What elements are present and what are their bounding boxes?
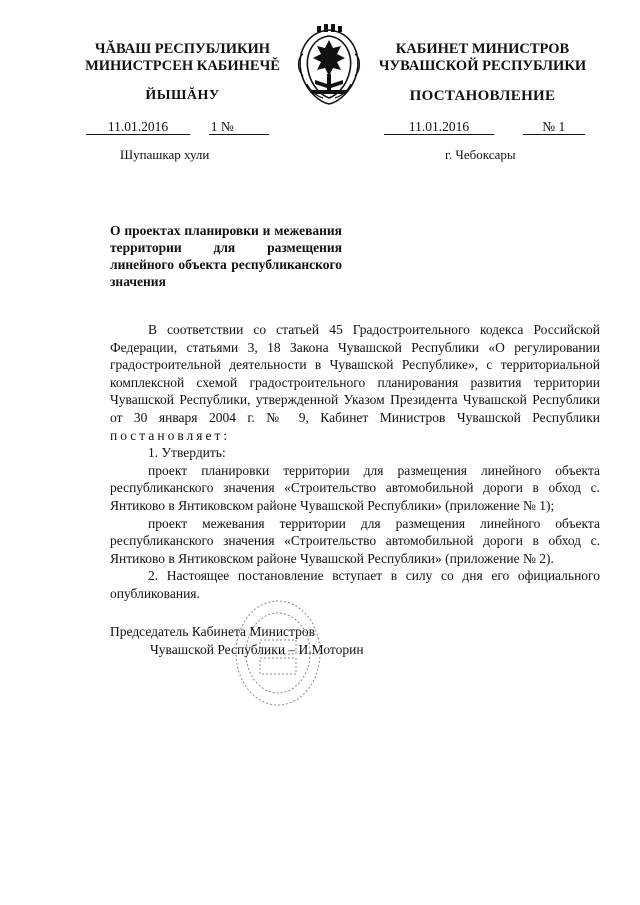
place-chuvash: Шупашкар хули [120,147,210,162]
number-right: № 1 [523,119,585,135]
date-left: 11.01.2016 [86,119,190,135]
document-body [110,321,600,603]
emblem-icon [287,24,371,108]
number-left: 1 № [209,119,269,135]
decree-word: постановляет: [110,427,231,443]
doc-type-chuvash: ЙЫШĂНУ [145,88,220,103]
doc-type-russian: ПОСТАНОВЛЕНИЕ [409,88,556,104]
registration-right [384,119,585,135]
body-item-2: 2. Настоящее постановление вступает в силу со дня его официального опубликования. [110,568,600,601]
body-item-1b: проект межевания территории для размещения линейного объекта республиканского значения «Строительство автомобильной дороги в обход с. Янтиково в Янтиковском районе Чувашской Республики» (приложение № 2). [110,515,600,566]
org-name-russian: КАБИНЕТ МИНИСТРОВ ЧУВАШСКОЙ РЕСПУБЛИКИ [378,41,587,74]
document-subject: О проектах планировки и межевания территории для размещения линейного объекта республиканского значения [110,223,342,289]
body-item-1a: проект планировки территории для размещения линейного объекта республиканского значения «Строительство автомобильной дороги в обход с. Янтиково в Янтиковском районе Чувашской Республики» (приложение № 1); [110,462,600,513]
place-russian: г. Чебоксары [445,147,516,162]
body-intro: В соответствии со статьей 45 Градостроительного кодекса Российской Федерации, статьями 3, 18 Закона Чувашской Республики «О регулировании градостроительной деятельности в Чувашской Республике», с территориальной комплексной схемой градостроительного планирования развития территории Чувашской Республики, утвержденной Указом Президента Чувашской Республики от 30 января 2004 г. № 9, Кабинет Министров Чувашской Республики постановляет: [110,322,600,443]
org-name-chuvash: ЧĂВАШ РЕСПУБЛИКИН МИНИСТРСЕН КАБИНЕЧĚ [85,41,280,74]
signer-name: – И.Моторин [288,642,364,657]
signature-title-line2: Чувашской Республики – И.Моторин [150,642,364,657]
body-item-1: 1. Утвердить: [148,445,226,461]
registration-left [86,119,269,135]
date-right: 11.01.2016 [384,119,494,135]
signature-title-line1: Председатель Кабинета Министров [110,624,315,639]
